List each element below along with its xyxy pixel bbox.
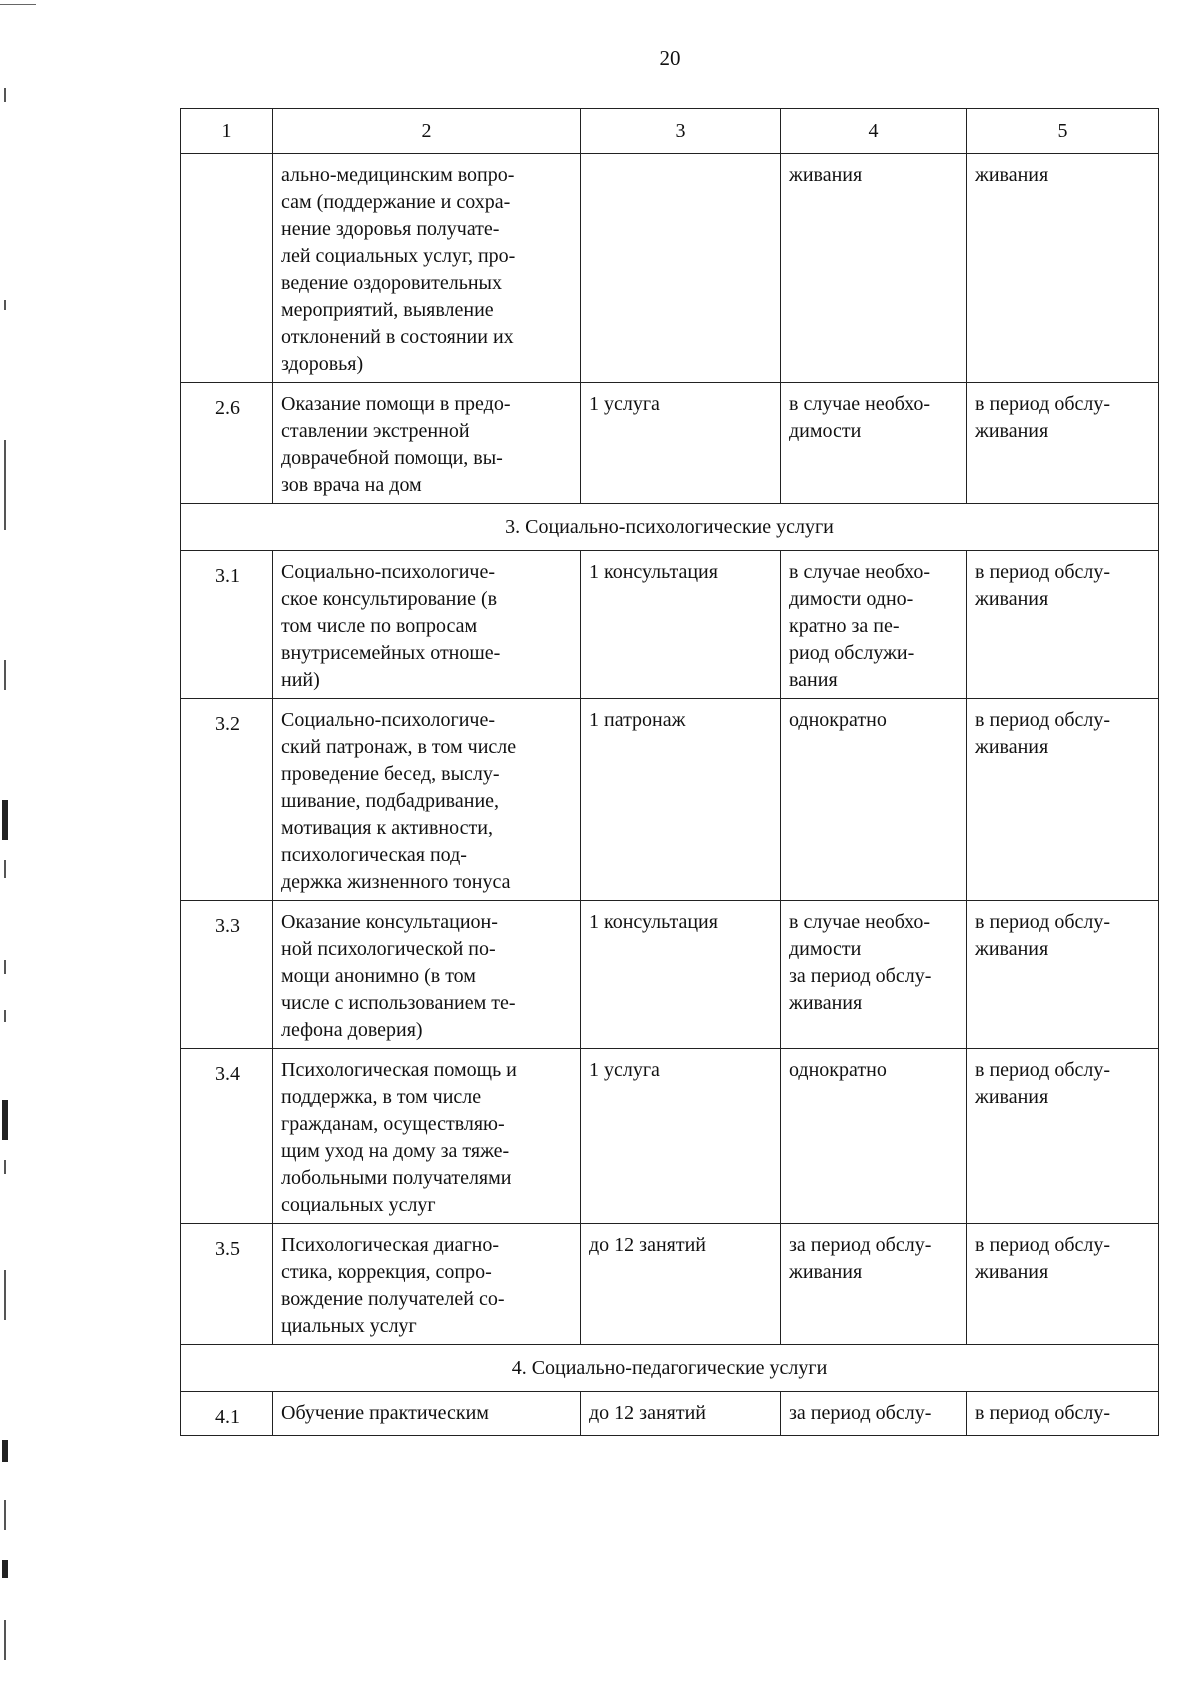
cell-text-line: сам (поддержание и сохра- xyxy=(281,191,511,213)
cell-text-line: кратно за пе- xyxy=(789,615,900,637)
cell-text-line: 1 патронаж xyxy=(589,709,686,731)
cell-text-line: живания xyxy=(789,1261,863,1283)
period-cell xyxy=(967,1049,1159,1224)
cell-text-line: живания xyxy=(975,1086,1049,1108)
scan-margin-marks xyxy=(0,0,16,1697)
unit-cell xyxy=(581,1224,781,1345)
cell-text-line: 1 услуга xyxy=(589,1059,660,1081)
cell-text-line: социальных услуг xyxy=(281,1194,436,1216)
row-number: 3.4 xyxy=(181,1049,273,1224)
service-name-cell xyxy=(273,901,581,1049)
period-cell xyxy=(967,154,1159,383)
cell-text-line: в случае необхо- xyxy=(789,911,931,933)
table-row xyxy=(181,1049,1159,1224)
cell-text-line: живания xyxy=(975,588,1049,610)
cell-text-line: числе с использованием те- xyxy=(281,992,516,1014)
cell-text-line: Оказание помощи в предо- xyxy=(281,393,511,415)
frequency-cell xyxy=(781,1049,967,1224)
cell-text-line: мощи анонимно (в том xyxy=(281,965,476,987)
unit-cell xyxy=(581,699,781,901)
cell-text-line: зов врача на дом xyxy=(281,474,422,496)
cell-text-line: в период обслу- xyxy=(975,1402,1111,1424)
cell-text-line: в период обслу- xyxy=(975,709,1111,731)
cell-text-line: внутрисемейных отноше- xyxy=(281,642,501,664)
cell-text-line: в период обслу- xyxy=(975,393,1111,415)
cell-text-line: поддержка, в том числе xyxy=(281,1086,482,1108)
cell-text-line: Социально-психологиче- xyxy=(281,561,496,583)
column-header: 4 xyxy=(781,109,967,154)
period-cell xyxy=(967,901,1159,1049)
table-header-row xyxy=(181,109,1159,154)
cell-text-line: том числе по вопросам xyxy=(281,615,478,637)
cell-text-line: в период обслу- xyxy=(975,911,1111,933)
table-row xyxy=(181,699,1159,901)
cell-text-line: Социально-психологиче- xyxy=(281,709,496,731)
service-name-cell xyxy=(273,551,581,699)
frequency-cell xyxy=(781,1392,967,1436)
period-cell xyxy=(967,1392,1159,1436)
cell-text-line: отклонений в состоянии их xyxy=(281,326,514,348)
cell-text-line: живания xyxy=(975,420,1049,442)
cell-text-line: живания xyxy=(975,938,1049,960)
cell-text-line: в случае необхо- xyxy=(789,561,931,583)
cell-text-line: в случае необхо- xyxy=(789,393,931,415)
cell-text-line: живания xyxy=(789,164,863,186)
period-cell xyxy=(967,551,1159,699)
cell-text-line: нение здоровья получате- xyxy=(281,218,500,240)
page-number: 20 xyxy=(659,46,681,70)
cell-text-line: до 12 занятий xyxy=(589,1402,707,1424)
cell-text-line: гражданам, осуществляю- xyxy=(281,1113,505,1135)
cell-text-line: лобольными получателями xyxy=(281,1167,512,1189)
service-name-cell xyxy=(273,1392,581,1436)
cell-text-line: живания xyxy=(975,1261,1049,1283)
cell-text-line: димости xyxy=(789,938,862,960)
column-header: 2 xyxy=(273,109,581,154)
row-number: 3.1 xyxy=(181,551,273,699)
frequency-cell xyxy=(781,154,967,383)
cell-text-line: до 12 занятий xyxy=(589,1234,707,1256)
row-number: 3.3 xyxy=(181,901,273,1049)
cell-text-line: стика, коррекция, сопро- xyxy=(281,1261,492,1283)
cell-text-line: Оказание консультацион- xyxy=(281,911,498,933)
cell-text-line: щим уход на дому за тяже- xyxy=(281,1140,510,1162)
row-number xyxy=(181,154,273,383)
cell-text-line: проведение бесед, выслу- xyxy=(281,763,500,785)
cell-text-line: 1 консультация xyxy=(589,561,718,583)
cell-text-line: психологическая под- xyxy=(281,844,467,866)
services-table xyxy=(180,108,1159,1436)
cell-text-line: димости одно- xyxy=(789,588,914,610)
cell-text-line: ний) xyxy=(281,669,320,691)
unit-cell xyxy=(581,901,781,1049)
table-row xyxy=(181,551,1159,699)
cell-text-line: мероприятий, выявление xyxy=(281,299,494,321)
cell-text-line: здоровья) xyxy=(281,353,364,375)
cell-text-line: держка жизненного тонуса xyxy=(281,871,511,893)
frequency-cell xyxy=(781,551,967,699)
cell-text-line: однократно xyxy=(789,709,887,731)
cell-text-line: димости xyxy=(789,420,862,442)
cell-text-line: 1 консультация xyxy=(589,911,718,933)
period-cell xyxy=(967,1224,1159,1345)
column-header: 5 xyxy=(967,109,1159,154)
cell-text-line: Психологическая помощь и xyxy=(281,1059,517,1081)
service-name-cell xyxy=(273,699,581,901)
cell-text-line: Обучение практическим xyxy=(281,1402,489,1424)
cell-text-line: вождение получателей со- xyxy=(281,1288,505,1310)
cell-text-line: однократно xyxy=(789,1059,887,1081)
frequency-cell xyxy=(781,1224,967,1345)
cell-text-line: циальных услуг xyxy=(281,1315,417,1337)
cell-text-line: риод обслужи- xyxy=(789,642,915,664)
cell-text-line: в период обслу- xyxy=(975,561,1111,583)
row-number: 4.1 xyxy=(181,1392,273,1436)
cell-text-line: 1 услуга xyxy=(589,393,660,415)
cell-text-line: лефона доверия) xyxy=(281,1019,423,1041)
cell-text-line: живания xyxy=(975,736,1049,758)
service-name-cell xyxy=(273,1224,581,1345)
frequency-cell xyxy=(781,901,967,1049)
cell-text-line: шивание, подбадривание, xyxy=(281,790,500,812)
period-cell xyxy=(967,699,1159,901)
table-row xyxy=(181,1392,1159,1436)
section-header-row xyxy=(181,1345,1159,1392)
cell-text-line: ально-медицинским вопро- xyxy=(281,164,515,186)
service-name-cell xyxy=(273,154,581,383)
cell-text-line: ский патронаж, в том числе xyxy=(281,736,517,758)
section-header-row xyxy=(181,504,1159,551)
row-number: 2.6 xyxy=(181,383,273,504)
cell-text-line: за период обслу- xyxy=(789,965,932,987)
cell-text-line: в период обслу- xyxy=(975,1234,1111,1256)
table-row xyxy=(181,1224,1159,1345)
table-row xyxy=(181,901,1159,1049)
unit-cell xyxy=(581,1392,781,1436)
unit-cell xyxy=(581,551,781,699)
section-title: 4. Социально-педагогические услуги xyxy=(181,1345,1159,1392)
service-name-cell xyxy=(273,383,581,504)
row-number: 3.2 xyxy=(181,699,273,901)
cell-text-line: ставлении экстренной xyxy=(281,420,470,442)
service-name-cell xyxy=(273,1049,581,1224)
frequency-cell xyxy=(781,383,967,504)
cell-text-line: живания xyxy=(975,164,1049,186)
row-number: 3.5 xyxy=(181,1224,273,1345)
frequency-cell xyxy=(781,699,967,901)
cell-text-line: мотивация к активности, xyxy=(281,817,493,839)
cell-text-line: ведение оздоровительных xyxy=(281,272,502,294)
section-title: 3. Социально-психологические услуги xyxy=(181,504,1159,551)
cell-text-line: за период обслу- xyxy=(789,1234,932,1256)
cell-text-line: ной психологической по- xyxy=(281,938,496,960)
unit-cell xyxy=(581,383,781,504)
unit-cell xyxy=(581,154,781,383)
cell-text-line: ское консультирование (в xyxy=(281,588,498,610)
table-row xyxy=(181,154,1159,383)
cell-text-line: за период обслу- xyxy=(789,1402,932,1424)
cell-text-line: в период обслу- xyxy=(975,1059,1111,1081)
cell-text-line: вания xyxy=(789,669,838,691)
period-cell xyxy=(967,383,1159,504)
column-header: 1 xyxy=(181,109,273,154)
cell-text-line: живания xyxy=(789,992,863,1014)
table-row xyxy=(181,383,1159,504)
cell-text-line: лей социальных услуг, про- xyxy=(281,245,516,267)
column-header: 3 xyxy=(581,109,781,154)
cell-text-line: доврачебной помощи, вы- xyxy=(281,447,503,469)
cell-text-line: Психологическая диагно- xyxy=(281,1234,500,1256)
unit-cell xyxy=(581,1049,781,1224)
